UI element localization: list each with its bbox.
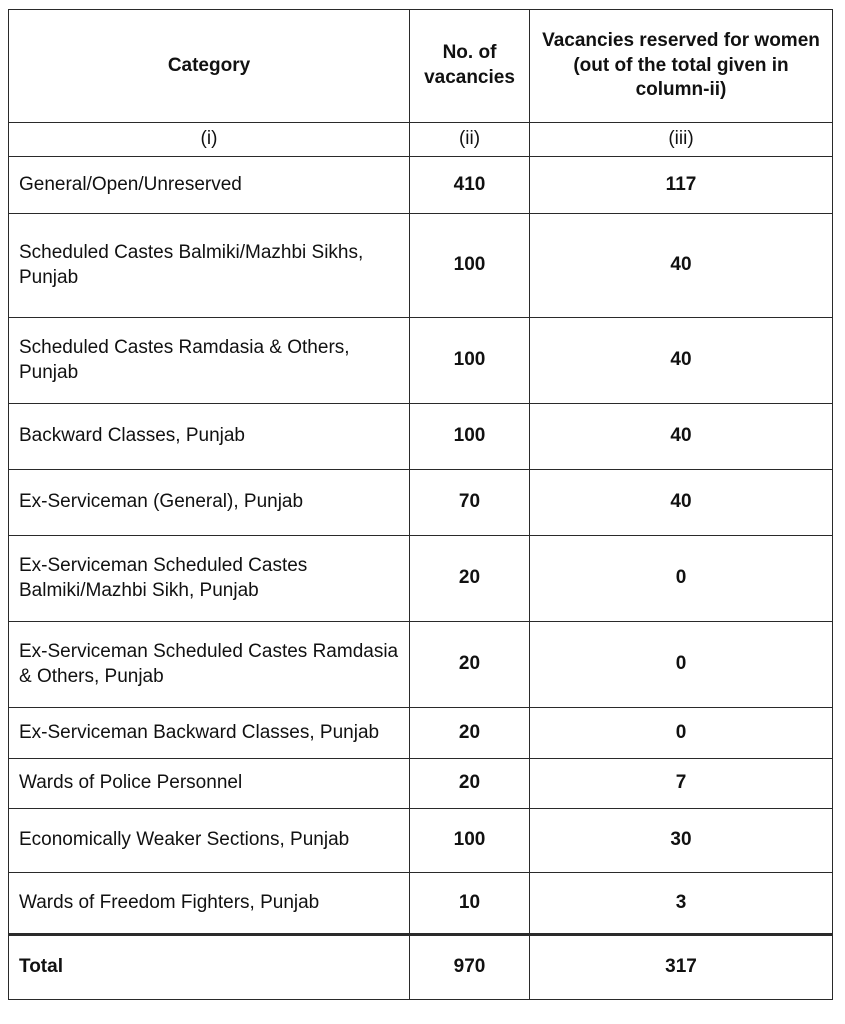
table-row (9, 470, 833, 536)
category-cell: Backward Classes, Punjab (9, 404, 410, 470)
table-row (9, 404, 833, 470)
vacancies-cell: 70 (410, 470, 530, 536)
numeral-iii: (iii) (530, 123, 833, 157)
women-cell: 0 (530, 708, 833, 759)
women-cell: 40 (530, 470, 833, 536)
category-cell: Ex-Serviceman (General), Punjab (9, 470, 410, 536)
table-row (9, 318, 833, 404)
table-row (9, 214, 833, 318)
category-cell: Scheduled Castes Balmiki/Mazhbi Sikhs, Punjab (9, 214, 410, 318)
table-row (9, 536, 833, 622)
table-row (9, 622, 833, 708)
header-vacancies: No. of vacancies (410, 10, 530, 123)
category-cell: Ex-Serviceman Scheduled Castes Ramdasia & Others, Punjab (9, 622, 410, 708)
vacancies-cell: 100 (410, 214, 530, 318)
table-row (9, 157, 833, 214)
vacancies-cell: 20 (410, 708, 530, 759)
vacancies-cell: 10 (410, 873, 530, 935)
women-cell: 117 (530, 157, 833, 214)
vacancies-cell: 100 (410, 809, 530, 873)
total-women: 317 (530, 935, 833, 1000)
header-category: Category (9, 10, 410, 123)
women-cell: 3 (530, 873, 833, 935)
women-cell: 40 (530, 404, 833, 470)
women-cell: 40 (530, 214, 833, 318)
table-row (9, 873, 833, 935)
women-cell: 7 (530, 759, 833, 809)
numeral-ii: (ii) (410, 123, 530, 157)
vacancies-cell: 20 (410, 622, 530, 708)
vacancy-table (8, 9, 833, 1000)
table-row (9, 708, 833, 759)
women-cell: 30 (530, 809, 833, 873)
column-numeral-row (9, 123, 833, 157)
category-cell: Ex-Serviceman Scheduled Castes Balmiki/Mazhbi Sikh, Punjab (9, 536, 410, 622)
women-cell: 0 (530, 536, 833, 622)
women-cell: 0 (530, 622, 833, 708)
total-vacancies: 970 (410, 935, 530, 1000)
vacancies-cell: 100 (410, 404, 530, 470)
women-cell: 40 (530, 318, 833, 404)
category-cell: Economically Weaker Sections, Punjab (9, 809, 410, 873)
table-row (9, 809, 833, 873)
numeral-i: (i) (9, 123, 410, 157)
category-cell: General/Open/Unreserved (9, 157, 410, 214)
category-cell: Scheduled Castes Ramdasia & Others, Punjab (9, 318, 410, 404)
vacancies-cell: 410 (410, 157, 530, 214)
total-label: Total (9, 935, 410, 1000)
vacancies-cell: 20 (410, 536, 530, 622)
header-row (9, 10, 833, 123)
category-cell: Ex-Serviceman Backward Classes, Punjab (9, 708, 410, 759)
total-row (9, 935, 833, 1000)
vacancies-cell: 100 (410, 318, 530, 404)
header-women: Vacancies reserved for women (out of the total given in column-ii) (530, 10, 833, 123)
table-row (9, 759, 833, 809)
category-cell: Wards of Freedom Fighters, Punjab (9, 873, 410, 935)
category-cell: Wards of Police Personnel (9, 759, 410, 809)
vacancies-cell: 20 (410, 759, 530, 809)
